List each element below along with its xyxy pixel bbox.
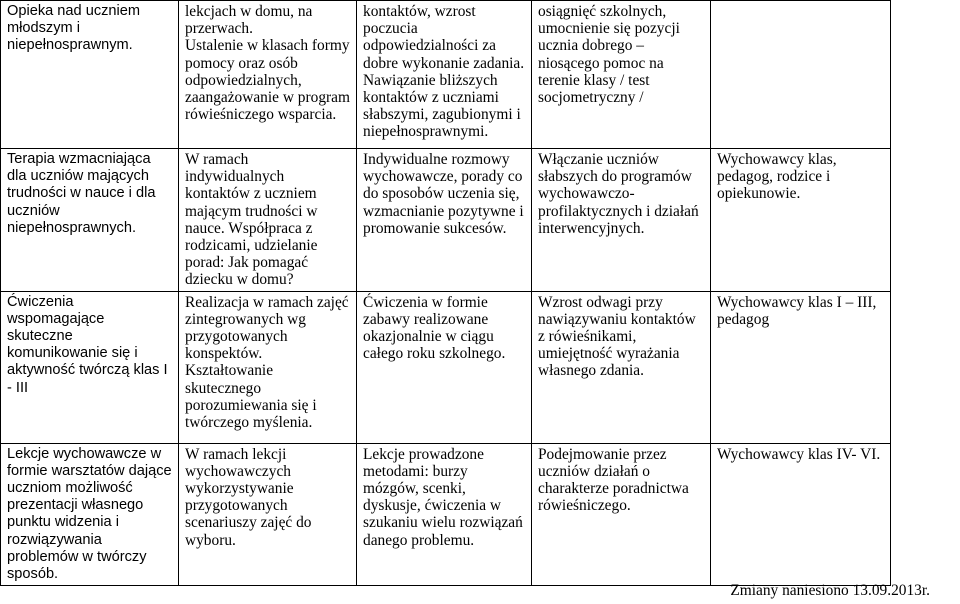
cell-form	[357, 291, 532, 443]
cell-text: lekcjach w domu, na przerwach.	[185, 3, 313, 38]
cell-responsible	[711, 149, 891, 292]
table-row	[1, 149, 960, 292]
cell-outcome	[532, 1, 711, 149]
table-row	[1, 443, 960, 586]
cell-form	[357, 149, 532, 292]
cell-text: Lekcje prowadzone metodami: burzy mózgów, scenki, dyskusje, ćwiczenia w szukaniu wielu rozwiązań danego problemu.	[363, 445, 523, 549]
cell-text: kontaktów, wzrost poczucia odpowiedzialności za dobre wykonanie zadania.	[363, 3, 525, 72]
cell-text: Włączanie uczniów słabszych do programów wychowawczo-profilaktycznych i działań interwencyjnych.	[538, 151, 699, 237]
cell-form	[357, 443, 532, 586]
cell-text: Terapia wzmacniająca dla uczniów mających trudności w nauce i dla uczniów niepełnosprawnych.	[7, 151, 156, 236]
cell-outcome	[532, 149, 711, 292]
cell-method	[179, 1, 357, 149]
cell-form	[357, 1, 532, 149]
cell-text: W ramach indywidualnych kontaktów z uczniem mającym trudności w nauce. Współpraca z rodzicami, udzielanie porad: Jak pomagać dziecku w domu?	[185, 151, 318, 289]
cell-task	[1, 1, 179, 149]
cell-method	[179, 149, 357, 292]
cell-outcome	[532, 443, 711, 586]
cell-text: Wzrost odwagi przy nawiązywaniu kontaktów z rówieśnikami, umiejętność wyrażania własnego zdania.	[538, 293, 696, 380]
cell-text: Podejmowanie przez uczniów działań o charakterze poradnictwa rówieśniczego.	[538, 445, 689, 515]
cell-text: osiągnięć szkolnych, umocnienie się pozycji ucznia dobrego – niosącego pomoc na terenie klasy / test socjometryczny /	[538, 3, 680, 107]
table-row	[1, 291, 960, 443]
cell-text: Wychowawcy klas I – III, pedagog	[717, 293, 877, 328]
cell-text: Ustalenie w klasach formy pomocy oraz osób odpowiedzialnych, zaangażowanie w program rówieśniczego wsparcia.	[185, 37, 350, 124]
revision-note: Zmiany naniesiono 13.09.2013r.	[730, 582, 930, 599]
cell-task	[1, 291, 179, 443]
cell-text: Ćwiczenia wspomagające skuteczne komunikowanie się i aktywność twórczą klas I - III	[7, 293, 168, 396]
cell-text: Wychowawcy klas, pedagog, rodzice i opiekunowie.	[717, 151, 837, 203]
cell-text: Lekcje wychowawcze w formie warsztatów dające uczniom możliwość prezentacji własnego punktu widzenia i rozwiązywania problemów w twórczy sposób.	[7, 445, 172, 583]
cell-text: Indywidualne rozmowy wychowawcze, porady co do sposobów uczenia się, wzmacnianie pozytywne i promowanie sukcesów.	[363, 151, 524, 237]
cell-responsible	[711, 291, 891, 443]
cell-outcome	[532, 291, 711, 443]
cell-method	[179, 443, 357, 586]
cell-text: Realizacja w ramach zajęć zintegrowanych wg przygotowanych konspektów. Kształtowanie skutecznego porozumiewania się i twórczego myślenia.	[185, 293, 349, 432]
cell-text: Wychowawcy klas IV- VI.	[717, 445, 881, 463]
cell-task	[1, 443, 179, 586]
cell-task	[1, 149, 179, 292]
cell-responsible	[711, 1, 891, 149]
cell-text: Nawiązanie bliższych kontaktów z uczniami słabszymi, zagubionymi i niepełnosprawnymi.	[363, 71, 521, 141]
cell-text: W ramach lekcji wychowawczych wykorzystywanie przygotowanych scenariuszy zajęć do wyboru.	[185, 445, 312, 549]
cell-text: Opieka nad uczniem młodszym i niepełnosprawnym.	[7, 3, 141, 54]
cell-responsible	[711, 443, 891, 586]
cell-method	[179, 291, 357, 443]
cell-text: Ćwiczenia w formie zabawy realizowane okazjonalnie w ciągu całego roku szkolnego.	[363, 293, 506, 363]
table-row	[1, 1, 960, 149]
